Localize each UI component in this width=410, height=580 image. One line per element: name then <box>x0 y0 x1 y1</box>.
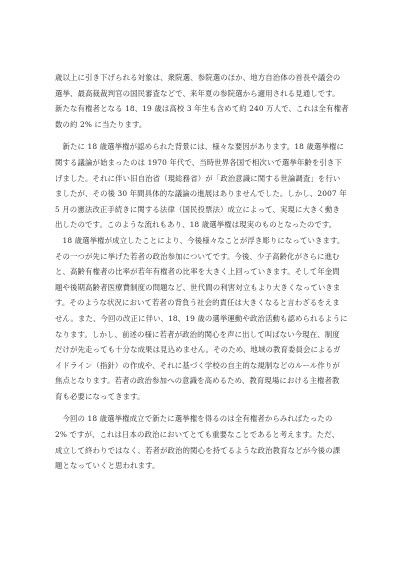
text-line: 育も必要になってきます。 <box>55 391 145 401</box>
text-line: イドライン（指針）の作成や、それに基づく学校の自主的な規制などのルール作りが <box>55 360 340 370</box>
paragraph-gap <box>55 132 355 139</box>
text-line: だけが先走っても十分な成果は見込めません。そのため、地域の教育委員会によるガ <box>55 345 341 355</box>
paragraph-1 <box>55 70 355 132</box>
text-line: 題となっていくと思われます。 <box>55 461 160 471</box>
text-line: す。そのような状況において若者の背負う社会的責任は大きくなると言わざるをえま <box>55 298 340 308</box>
paragraph-3 <box>55 233 355 405</box>
text-line: 新たに 18 歳選挙権が認められた背景には、様々な要因があります。18 歳選挙権に <box>55 142 344 152</box>
text-line: げました。それに伴い旧自治省（現総務省）が「政治意識に関する世論調査」を行い <box>55 173 341 183</box>
text-line: 2% ですが、これは日本の政治においてとても重要なことであると考えます。ただ、 <box>55 430 340 440</box>
text-line: 新たな有権者となる 18、19 歳は高校 3 年生も含めて約 240 万人で、これは全有権者 <box>55 104 349 114</box>
text-line: その一つが先に挙げた若者の政治参加についてです。今後、少子高齢化がさらに進む <box>55 251 340 261</box>
paragraph-2 <box>55 139 355 233</box>
text-line: 選挙、最高裁裁判官の国民審査などで、来年夏の参院選から適用される見通しです。 <box>55 88 340 98</box>
text-line: せん。また、今回の改正に伴い、18、19 歳の選挙運動や政治活動も認められるように <box>55 313 348 323</box>
text-line: 関する議論が始まったのは 1970 年代で、当時世界各国で相次いで選挙年齢を引き下 <box>55 157 342 167</box>
text-line: 5 月の憲法改正手続きに関する法律（国民投票法）成立によって、実現に大きく動き <box>55 204 341 214</box>
text-line: 今回の 18 歳選挙権成立で新たに選挙権を得るのは全有権者からみればたったの <box>55 414 333 424</box>
text-line: 出したのです。このような流れもあり、18 歳選挙権は現実のものとなったのです。 <box>55 220 337 230</box>
document-page <box>55 70 355 474</box>
text-line: 題や後期高齢者医療費制度の問題など、世代間の利害対立もより大きくなっていきま <box>55 282 341 292</box>
paragraph-4 <box>55 411 355 473</box>
text-line: と、高齢有権者の比率が若年有権者の比率を大きく上回っていきます。そして年金問 <box>55 267 340 277</box>
text-line: なります。しかし、前述の様に若者が政治的関心を声に出して叫ばない今現在、制度 <box>55 329 340 339</box>
paragraph-gap <box>55 404 355 411</box>
text-line: 歳以上に引き下げられる対象は、衆院選、参院選のほか、地方自治体の首長や議会の <box>55 73 341 82</box>
text-line: 数の約 2% に当たります。 <box>55 119 147 129</box>
text-line: ましたが、その後 30 年間具体的な議論の進展はありませんでした。しかし、2007 年 <box>55 189 347 199</box>
text-line: 焦点となります。若者の政治参加への意識を高めるため、教育現場における主権者教 <box>55 376 340 386</box>
text-line: 18 歳選挙権が成立したことにより、今後様々なことが浮き彫りになっていきます。 <box>55 235 345 245</box>
text-line: 成立して終わりではなく、若者が政治的関心を持てるような政治教育などが今後の課 <box>55 445 341 455</box>
